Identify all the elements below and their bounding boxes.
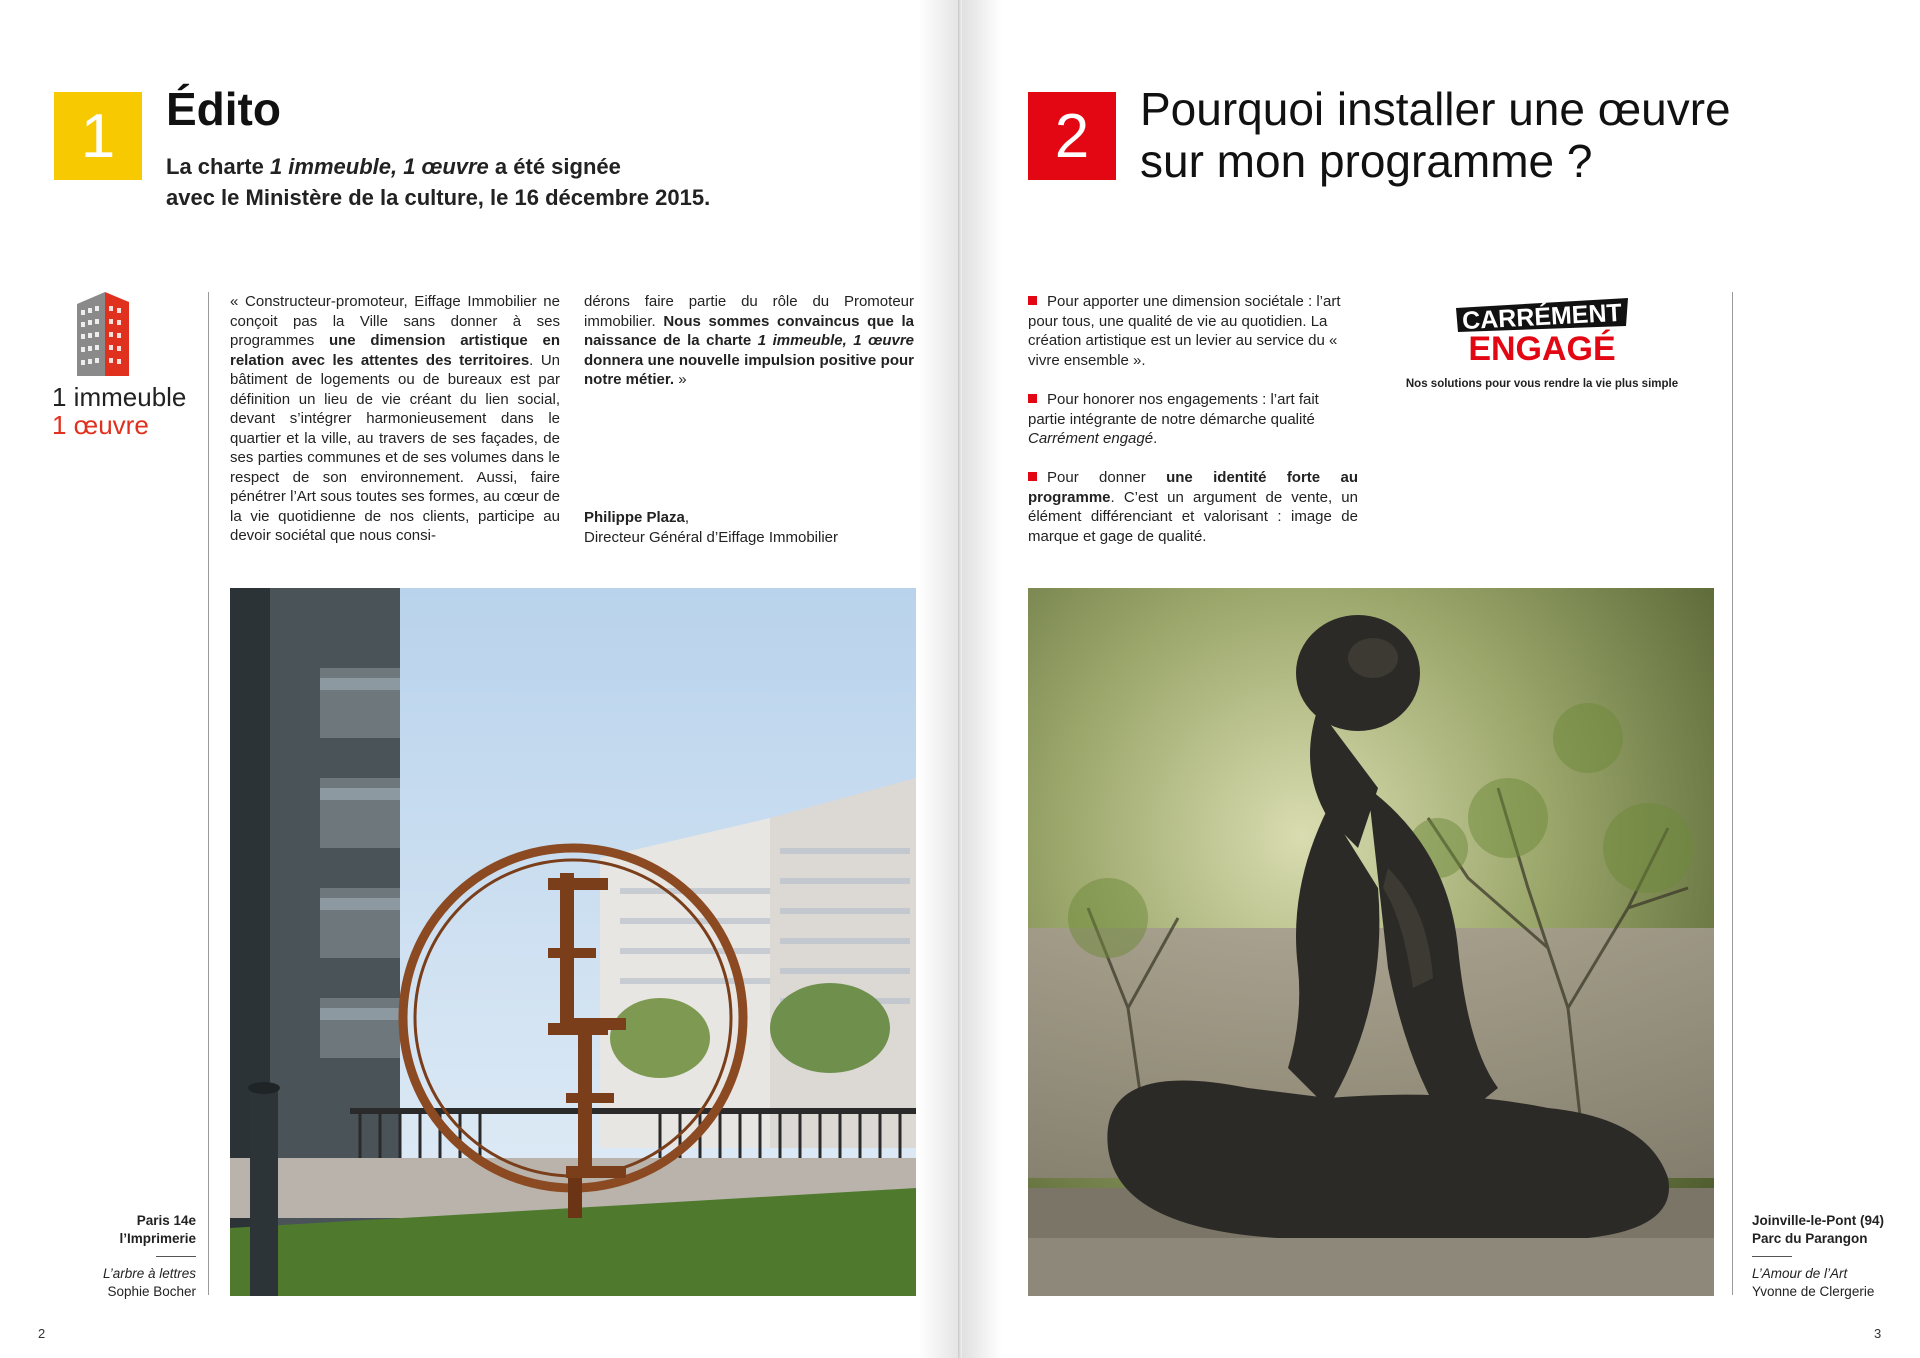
left-page <box>0 0 958 1358</box>
carrement-engage-logo <box>1452 296 1632 366</box>
right-page <box>962 0 1920 1358</box>
page-number-right: 3 <box>1874 1326 1882 1341</box>
building-logo-icon <box>52 292 162 376</box>
page-number-left: 2 <box>38 1326 46 1341</box>
badge-line1: CARRÉMENT <box>1461 298 1623 336</box>
caption-left-photo: Paris 14e l’Imprimerie L’arbre à lettres Sophie Bocher <box>102 1213 196 1299</box>
photo-amour-de-l-art <box>1028 588 1714 1296</box>
bullet-item-2: Pour honorer nos engagements : l’art fait partie intégrante de notre démarche qualité Carrément engagé. <box>1028 391 1319 447</box>
edito-column-1: « Constructeur-promoteur, Eiffage Immobilier ne conçoit pas la Ville sans donner à ses programmes une dimension artistique en relation avec les attentes des territoires. Un bâtiment de logements ou de bureaux est par définition un lieu de vie créant du lien social, devant s’intégrer harmonieusement dans le quartier et la ville, au travers de ses façades, de ses parties communes et de ses volumes dans le respect de son environnement. Aussi, faire pénétrer l’Art sous toutes ses formes, au cœur de la vie quotidienne de nos clients, participe au devoir sociétal que nous consi- <box>230 293 560 544</box>
column-divider <box>208 292 209 1295</box>
badge-tagline: Nos solutions pour vous rendre la vie plus simple <box>1405 378 1679 390</box>
caption-right-photo: Joinville-le-Pont (94) Parc du Parangon L’Amour de l’Art Yvonne de Clergerie <box>1752 1213 1885 1299</box>
section-number-1: 1 <box>54 92 142 180</box>
logo-text-oeuvre: 1 œuvre <box>52 410 149 440</box>
badge-line2: ENGAGÉ <box>1468 330 1616 366</box>
column-divider <box>1732 292 1733 1295</box>
red-square-bullet-icon <box>1028 296 1037 305</box>
edito-column-2: dérons faire partie du rôle du Promoteur immobilier. Nous sommes convaincus que la naissance de la charte 1 immeuble, 1 œuvre donnera une nouvelle impulsion positive pour notre métier. » <box>584 293 914 388</box>
bullet-item-3: Pour donner une identité forte au programme. C’est un argument de vente, un élément différenciant et valorisant : image de marque et gage de qualité. <box>1028 469 1359 545</box>
photo-arbre-a-lettres <box>230 588 916 1296</box>
page-title-pourquoi: Pourquoi installer une œuvre sur mon programme ? <box>1140 83 1731 187</box>
section-number-2: 2 <box>1028 92 1116 180</box>
page-title-edito: Édito <box>166 83 281 135</box>
bullet-item-1: Pour apporter une dimension sociétale : l’art pour tous, une qualité de vie au quotidien. La création artistique est un levier au service du « vivre ensemble ». <box>1028 293 1341 369</box>
signature: Philippe Plaza, Directeur Général d’Eiffage Immobilier <box>584 509 838 546</box>
logo-text-immeuble: 1 immeuble <box>52 382 187 412</box>
red-square-bullet-icon <box>1028 472 1037 481</box>
red-square-bullet-icon <box>1028 394 1037 403</box>
edito-subtitle: La charte 1 immeuble, 1 œuvre a été signée avec le Ministère de la culture, le 16 décembre 2015. <box>166 154 711 210</box>
